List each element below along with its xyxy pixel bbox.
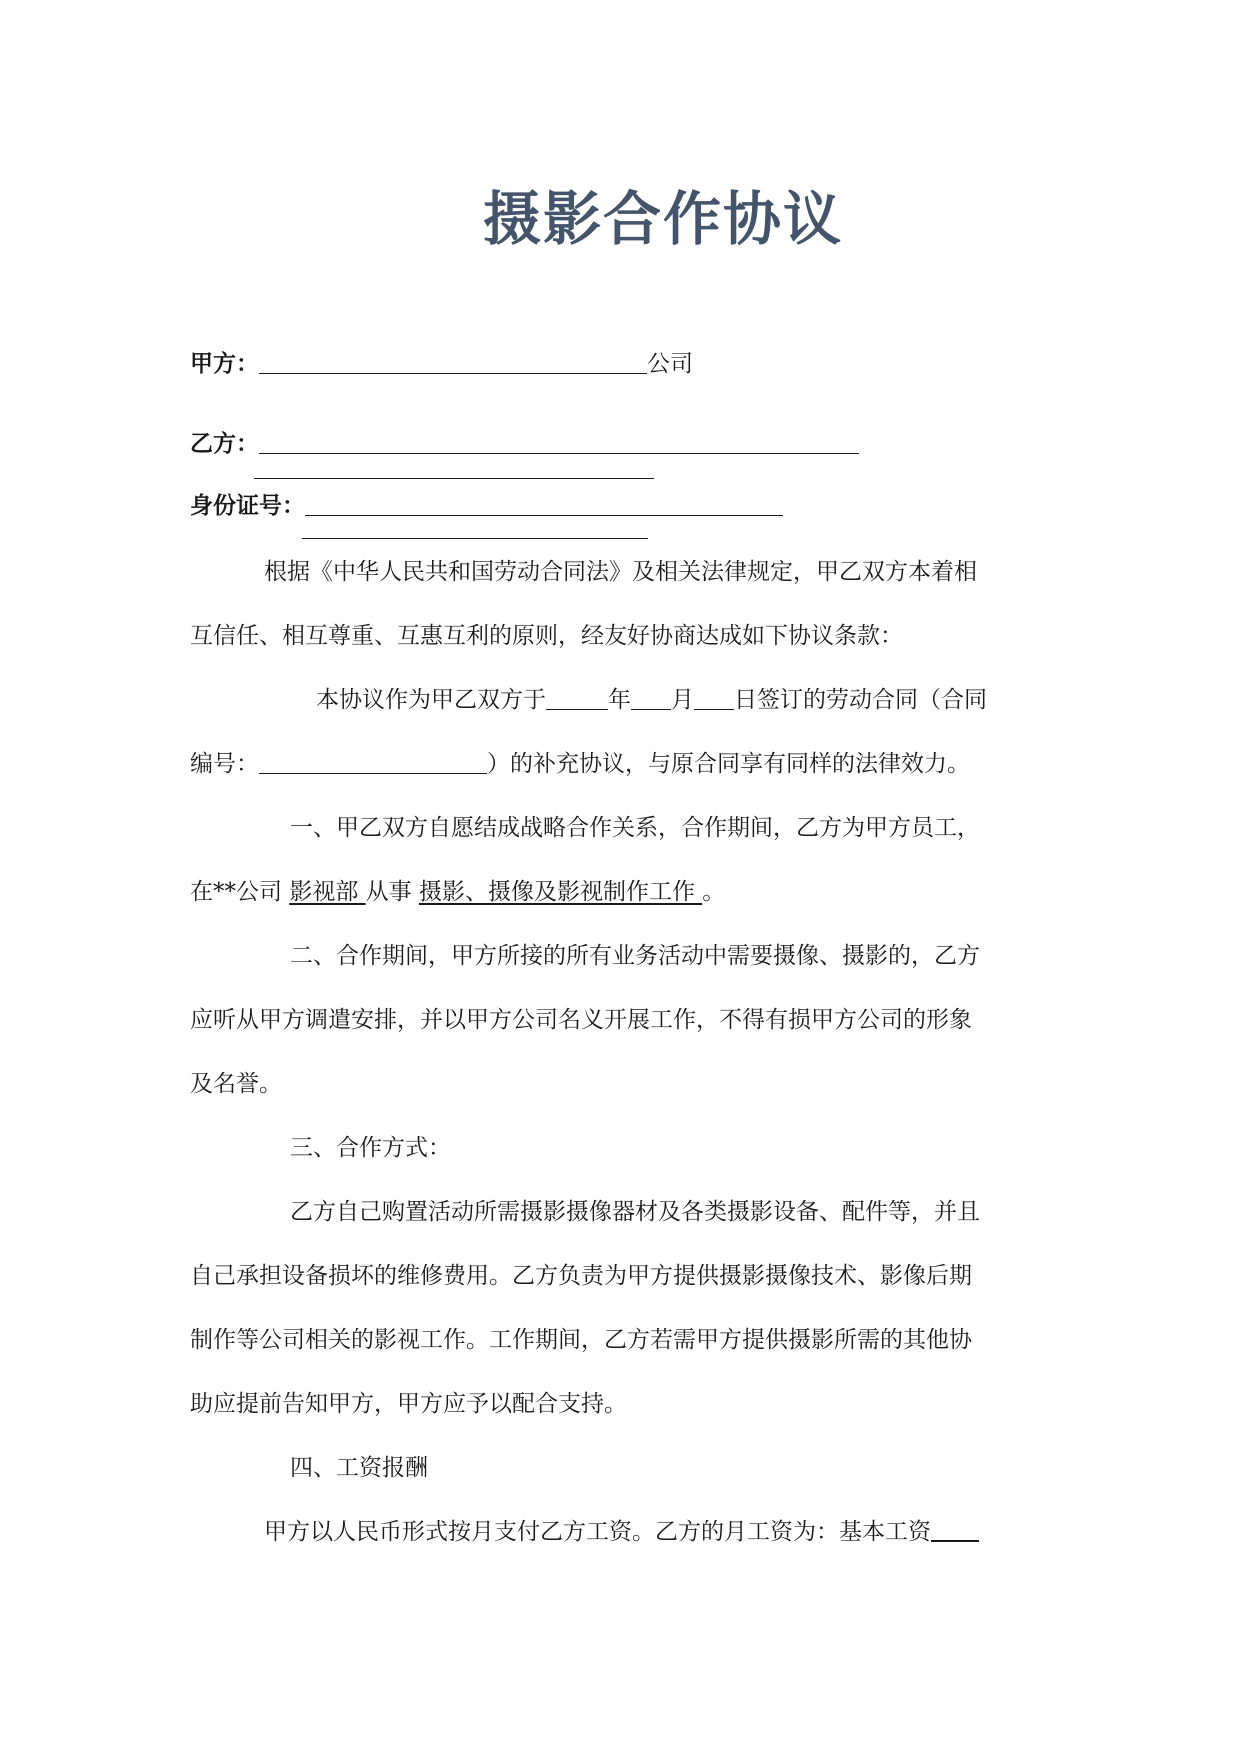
supplement-text-1: 本协议作为甲乙双方于 <box>316 687 546 713</box>
clause-3-line-1: 乙方自己购置活动所需摄影摄像器材及各类摄影设备、配件等，并且 <box>290 1199 980 1225</box>
clause-1-middle: 从事 <box>365 879 419 905</box>
party-a-suffix: 公司 <box>647 351 693 377</box>
clause-1-line-1: 一、甲乙双方自愿结成战略合作关系，合作期间，乙方为甲方员工， <box>290 815 980 841</box>
clause-3-heading: 三、合作方式： <box>290 1135 451 1161</box>
party-a-row <box>190 348 693 380</box>
party-b-blank[interactable] <box>259 429 859 454</box>
clause-4-heading: 四、工资报酬 <box>290 1455 428 1481</box>
supplement-line-1 <box>316 684 987 716</box>
contract-number-label: 编号： <box>190 751 259 777</box>
clause-4-line-1 <box>264 1516 979 1548</box>
clause-1-line-2 <box>190 876 725 908</box>
party-a-label: 甲方： <box>190 351 259 377</box>
id-number-blank[interactable] <box>305 491 783 516</box>
clause-2-line-2: 应听从甲方调遣安排，并以甲方公司名义开展工作，不得有损甲方公司的形象 <box>190 1007 972 1033</box>
id-number-row <box>190 490 783 522</box>
party-a-blank[interactable] <box>259 349 647 374</box>
clause-1-end: 。 <box>702 879 726 905</box>
year-blank[interactable] <box>546 685 608 710</box>
clause-2-line-3: 及名誉。 <box>190 1071 282 1097</box>
day-text: 日签订的劳动合同（合同 <box>734 687 987 713</box>
contract-number-blank[interactable] <box>259 749 487 774</box>
year-label: 年 <box>608 687 631 713</box>
clause-3-line-4: 助应提前告知甲方，甲方应予以配合支持。 <box>190 1391 627 1417</box>
party-b-extra-line <box>254 478 654 479</box>
department-field: 影视部 <box>289 879 366 905</box>
work-field: 摄影、摄像及影视制作工作 <box>418 879 703 905</box>
clause-3-line-3: 制作等公司相关的影视工作。工作期间，乙方若需甲方提供摄影所需的其他协 <box>190 1327 972 1353</box>
month-blank[interactable] <box>631 685 671 710</box>
party-b-label: 乙方： <box>190 431 259 457</box>
intro-line-1: 根据《中华人民共和国劳动合同法》及相关法律规定，甲乙双方本着相 <box>264 559 977 585</box>
clause-2-line-1: 二、合作期间，甲方所接的所有业务活动中需要摄像、摄影的，乙方 <box>290 943 980 969</box>
clause-3-line-2: 自己承担设备损坏的维修费用。乙方负责为甲方提供摄影摄像技术、影像后期 <box>190 1263 972 1289</box>
month-label: 月 <box>671 687 694 713</box>
clause-1-prefix: 在**公司 <box>190 879 290 905</box>
clause-4-text: 甲方以人民币形式按月支付乙方工资。乙方的月工资为：基本工资 <box>264 1519 931 1545</box>
supplement-line-2 <box>190 748 970 780</box>
intro-line-2: 互信任、相互尊重、互惠互利的原则，经友好协商达成如下协议条款： <box>190 623 903 649</box>
supplement-text-2: ）的补充协议，与原合同享有同样的法律效力。 <box>487 751 970 777</box>
party-b-row <box>190 428 859 460</box>
document-title: 摄影合作协议 <box>482 185 843 253</box>
base-salary-blank[interactable] <box>931 1516 979 1542</box>
id-number-extra-line <box>302 538 648 539</box>
id-number-label: 身份证号： <box>190 493 305 519</box>
day-blank[interactable] <box>694 685 734 710</box>
